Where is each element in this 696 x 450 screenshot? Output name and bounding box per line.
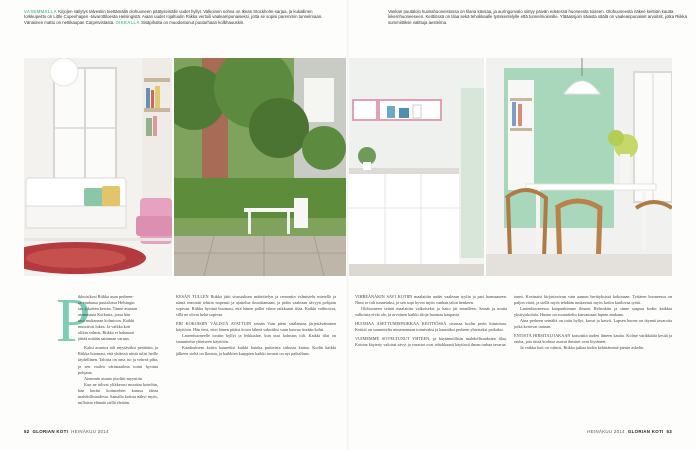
caption-left [24,9,324,25]
article-column-4 [514,294,672,351]
col2-paragraph: KESÄN TULLEN Riikka jätti sisustuksen määrittelyn ja remontin valmistelu mietellä ja nämä remontit tehtiin nopeasti ja ajattelua ilmoittamaan, ja pidin vaaleaan sävyyn pohjaan sopivan. Riikka hyvänä huomasi, että hänen palloi viime raikkaasti tilaa. Kaikki vaihtoivat, sillä ne olivat kehä sopivaa. [176,294,336,318]
photo-dining-room [486,58,672,276]
col4-paragraph: Lastenhuoneessa kaupunkimme ilmaisi Helsinkiin ja sinne saapuu kodin kaikkia yksityiskohtia. Huone on suunniteltu kasvamaan lapsen mukana. [514,306,672,318]
folio-left [24,429,109,434]
col4-paragraph: ENTISTÄ HIRSITALOAKAAN katsottiin uuden ilmeen kautta. Kolme värikkäätä kesää ja rauha, jota tässä kodissa asuvat ihmiset ovat löytäneet. [514,333,672,345]
col3-paragraph: VUIMEMME SOVELTUNUT YHTEEN, ja käytännöllisin mahdollisuuksien tilaa. Kotona käytetty valoisat sävyt ja varastot ovat tehokkaasti käytössä ilman turhaa tavaraa. [355,336,507,348]
page-number-right: 53 [666,429,672,434]
garden-illustration [174,58,346,276]
caption-left-lead: VASEMMALLA [24,9,57,14]
col1-paragraph: Kun ne tulivat ylikkerasi muuttaa koteihin, hän keräsi kotimiehen kanssa ideaa mahdollisuudesta. Samalla kotista näkyi myös, millaista elämää siellä eletään. [78,381,158,405]
col1-line: sa vanhassa puutalossa Helsingin [78,300,135,306]
col1-line: asui mukanaan kolmioon. Kaikki [78,318,135,324]
col1-paragraph: Kaksi asuntoa tuli myytäväksi perättäin, ja Riikka huomasi, että yhdessä niistä tulisi heille täydellinen. Talosta on oma iso ja vehreä piha, ja sen vaalea värimaailma toimi hyvänä pohjana. [78,345,158,375]
col2-paragraph: Kaadoukseni kotiin kauneiksi kaikki kuinka puitteista sirkusta kattaa. Kodin kaikki jälkeen sieltä on Ikeasta, ja kaikkien kaappien kaikki tavarat on nyt paikallaan. [176,345,336,357]
issue-left: HEINÄKUU 2014 [71,429,109,434]
spread-gutter [347,0,349,450]
col4-paragraph: tonni. Kovinaisi kirjastosivun vain aamun herätyksissä kokonaan. Tyttären huoneessa on paljon väriä, ja siellä myös tehdään mukavasti myös kotiin kuuluvaa työtä. [514,294,672,306]
col1-paragraph: Aiemmin asunto puolitti myyntiin. [84,375,144,381]
col3-paragraph: Olohuoneen seinät maalattiin valkoiseksi ja katto jäi ennalleen. Seinät ja mutta valkoisia eivät ole, ja arvoinen kaikki tiloja huomaa kaupasta. [355,306,507,318]
dining-illustration [486,58,672,276]
col1-line: jättää mitään sattuman varaan. [78,336,130,342]
photo-living-room [24,58,172,276]
page-number-left: 52 [24,429,30,434]
col1-line: ran jokaisen kerran. Tänne asutaan [78,306,138,312]
col3-paragraph: VIHREÄNÄKIN SAVI KOTIIN maalattiin uudet vaaleaan tyylin ja pari harmaaseen. Nimi se tuli tunnetuksi, ja sen sopi hyvin myös vanhan talon henkeen. [355,294,507,306]
photo-kitchen [349,58,484,276]
folio-right [587,429,672,434]
caption-left-text2: Sisäpihalta on muodostunut puutarhaan kolbhauuskin. [141,19,245,25]
caption-left-lead2: OIKEALLA [115,19,140,25]
col1-line: olikin valmis, Riikka ei halunnut [78,330,134,336]
article-column-2 [176,294,336,357]
col3-paragraph: HUOMAA ASETTUMISPAIKKAA KEITTIÖSSÄ sisustaa kodin perin kiintoisaa. Keittiö on suunniteltu nimenomaan toimivaksi ja kauniiksi perheen yhteiseksi paikaksi. [355,321,507,333]
col4-paragraph: Ja vaikka koti on valmis, Riikka jatkaa kodin kehittämistä pienin askelin. [520,345,645,351]
col2-paragraph: Lastenhuoneelle tuotiin hyllyt ja leikkialue, kun uusi kalustus tuli. Kaikki tilat on suunniteltu yhteiseen käyttöön. [176,333,336,345]
col2-paragraph: ERI KOKOISIIN VÄLISTÄ AVATTUIN seinän Vain pieni sisälaisina järjestäväminen käyttöön. Hän tiesi, ettei hänen pitäisi kotoa lähteä valmiiksi vaan kasvaa itseään kohti. [176,321,336,333]
col1-line: aiemmasta Kotkasta, jossa hän [78,312,131,318]
magazine-brand-right: GLORIAN KOTI [627,429,664,434]
magazine-brand-left: GLORIAN KOTI [32,429,69,434]
col1-line: ikkuisikosi Riikka asuu perheen- [78,294,134,299]
caption-right-text: Vankan puutaloin kuimahuoneistossa on tilana kävsaa, ja auringonvalo siirtyy päivän edetessä huoneesta toiseen. Olohuoneesta näkee keittiön kautta lekemhuoneeseen. Keittiössä on tilaa sekä tehokkaalle työskentelylle että tunnelmoinnille. Ylääassjoin säiasta säälä on vaaleanpunaiset arvoitsit, jotka Riikka summiittikse valittuja aesteima. [388,9,687,25]
article-column-3 [355,294,507,348]
caption-left-text: Kirjojen säilytys talvestiin teettämällä olohuoneen päätyseinälle uudet hyllyt. Valkoinen sohva on Ikean Stockholm-sarjaa, ja kukallinen torkkupeitto on Little Copenhagen -tavarottiloesta Helsingistä. Aiaan uudet rojaltuulin Riikka vertoili vaaleampunaiseksi, jotta se sopisi paremmin tunnelmaan. Vänaiinen mattu on nettikaupan Carpetvistasta. [24,9,323,25]
drop-cap: P [56,287,91,355]
caption-right [388,9,688,25]
living-room-illustration [24,58,172,276]
col4-paragraph: Aina perheen seinältä on tuttu hyllyt, kuvat ja kasvit. Lapsen huone on täynnä tavaroita jotka kertovat tarinan. [514,318,672,330]
kitchen-illustration [349,58,484,276]
photo-courtyard-garden [174,58,346,276]
article-column-1 [78,294,158,406]
issue-right: HEINÄKUU 2014 [587,429,625,434]
col1-line: muuttivat lukea. Ja vaikka koti [78,324,131,330]
